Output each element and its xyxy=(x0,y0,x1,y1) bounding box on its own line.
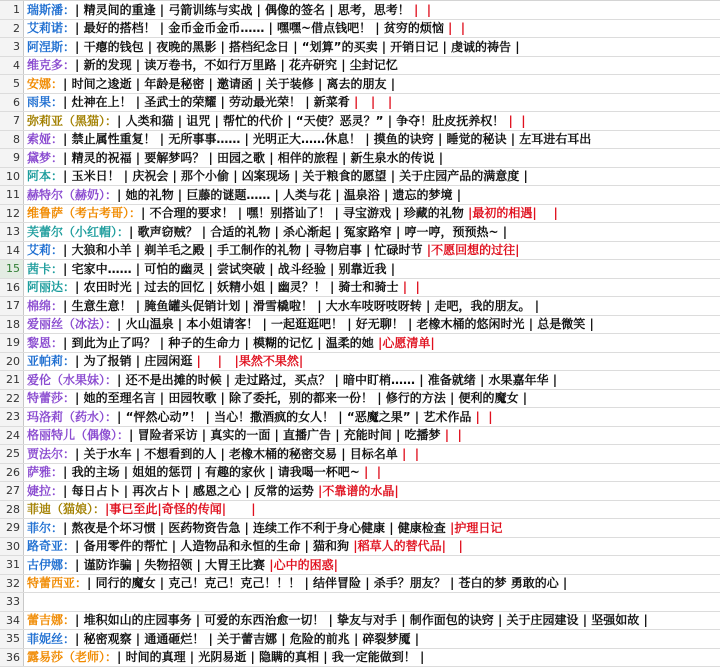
character-name: 安娜： xyxy=(27,76,64,91)
cell-a[interactable] xyxy=(24,630,720,648)
cell-a[interactable] xyxy=(24,482,720,500)
row-number[interactable]: 36 xyxy=(0,649,24,667)
story-list: | | xyxy=(402,280,420,295)
cell-a[interactable] xyxy=(24,75,720,93)
character-name: 黎恩： xyxy=(27,335,64,350)
character-name: 特蕾西亚： xyxy=(27,576,88,591)
row-number[interactable]: 33 xyxy=(0,593,24,611)
sheet-row xyxy=(0,75,720,94)
row-number[interactable]: 8 xyxy=(0,131,24,149)
row-number[interactable]: 31 xyxy=(0,556,24,574)
row-number[interactable]: 24 xyxy=(0,427,24,445)
story-list: | 人类和猫 | 诅咒 | 帮忙的代价 | “天使？恶灵？” | 争夺！肚皮抚养权！ xyxy=(117,113,509,128)
cell-a[interactable] xyxy=(24,168,720,186)
character-name: 露易莎（老师）： xyxy=(27,650,118,665)
character-name: 索娅： xyxy=(27,132,64,147)
row-number[interactable]: 1 xyxy=(0,1,24,19)
story-list: | | xyxy=(475,409,493,424)
story-list: | 她的礼物 | 巨藤的谜题…… | 人类与花 | 温泉浴 | 遗忘的梦境 | xyxy=(117,187,462,202)
cell-a[interactable] xyxy=(24,612,720,630)
sheet-row xyxy=(0,538,720,557)
row-number[interactable]: 6 xyxy=(0,94,24,112)
cell-a[interactable] xyxy=(24,242,720,260)
character-name: 亚帕莉： xyxy=(27,354,76,369)
sheet-row xyxy=(0,390,720,409)
row-number[interactable]: 19 xyxy=(0,334,24,352)
sheet-row xyxy=(0,316,720,335)
cell-a[interactable] xyxy=(24,57,720,75)
story-list: | 禁止属性重复！ | 无所事事…… | 光明正大……休息！ | 摸鱼的诀窍 | 睡觉的秘诀 | 左耳进右耳出 xyxy=(63,132,592,147)
character-name: 艾莉诺： xyxy=(27,21,76,36)
character-name: 维克多： xyxy=(27,58,76,73)
cell-a[interactable] xyxy=(24,427,720,445)
character-name: 艾莉： xyxy=(27,243,64,258)
row-number[interactable]: 17 xyxy=(0,297,24,315)
character-name: 雨果： xyxy=(27,95,64,110)
row-number[interactable]: 5 xyxy=(0,75,24,93)
row-number[interactable]: 7 xyxy=(0,112,24,130)
cell-a[interactable] xyxy=(24,112,720,130)
cell-a[interactable] xyxy=(24,538,720,556)
story-list: | 新的发现 | 读万卷书，不如行万里路 | 花卉研究 | 尘封记忆 xyxy=(75,58,398,73)
sheet-row xyxy=(0,630,720,649)
story-list: | 谨防诈骗 | 失物招领 | 大胃王比赛 xyxy=(75,557,270,572)
story-list: | 干瘪的钱包 | 夜晚的黑影 | 搭档纪念日 | “划算”的买卖 | 开销日记 | 虔诚的祷告 | xyxy=(75,39,520,54)
sheet-row xyxy=(0,94,720,113)
row-number[interactable]: 34 xyxy=(0,612,24,630)
character-name: 菲迪（猫娘）： xyxy=(27,502,106,517)
row-number[interactable]: 10 xyxy=(0,168,24,186)
row-number[interactable]: 15 xyxy=(0,260,24,278)
sheet-row xyxy=(0,334,720,353)
cell-a[interactable] xyxy=(24,223,720,241)
character-name: 棉绵： xyxy=(27,298,64,313)
story-list: | 熬夜是个坏习惯 | 医药物资告急 | 连续工作不利于身心健康 | 健康检查 xyxy=(63,520,450,535)
row-number[interactable]: 26 xyxy=(0,464,24,482)
row-number[interactable]: 9 xyxy=(0,149,24,167)
sheet-row xyxy=(0,612,720,631)
sheet-row xyxy=(0,260,720,279)
story-list: |护理日记 xyxy=(449,520,503,535)
story-list: | 同行的魔女 | 克己！克己！克己！！！ | 结伴冒险 | 杀手？朋友？ | 苍白的梦 勇敢的心 | xyxy=(87,576,568,591)
story-list: | 玉米日！ | 庆祝会 | 那个小偷 | 凶案现场 | 关于粮食的愿望 | 关于庄园产品的满意度 | xyxy=(63,169,528,184)
character-name: 芙蕾尔（小红帽）： xyxy=(27,224,130,239)
character-name: 格丽特儿（偶像）： xyxy=(27,428,130,443)
story-list: |事已至此|奇怪的传闻| | xyxy=(105,502,256,517)
sheet-row xyxy=(0,20,720,39)
cell-a[interactable] xyxy=(24,131,720,149)
story-list: | | |果然不果然| xyxy=(196,354,304,369)
cell-a[interactable] xyxy=(24,260,720,278)
character-name: 瑞斯潘： xyxy=(27,2,76,17)
row-number[interactable]: 22 xyxy=(0,390,24,408)
character-name: 维鲁萨（考古考哥）： xyxy=(27,206,142,221)
cell-a[interactable] xyxy=(24,186,720,204)
sheet-row xyxy=(0,427,720,446)
cell-a[interactable] xyxy=(24,501,720,519)
story-list: | | xyxy=(444,428,462,443)
story-list: | | | xyxy=(353,95,393,110)
story-list: | | xyxy=(413,2,432,17)
sheet-row xyxy=(0,168,720,187)
row-number[interactable]: 14 xyxy=(0,242,24,260)
row-number[interactable]: 21 xyxy=(0,371,24,389)
character-name: 黛梦： xyxy=(27,150,64,165)
story-list: |心愿清单| xyxy=(377,335,435,350)
cell-a[interactable] xyxy=(24,408,720,426)
story-list: | 灶神在上！ | 圣武士的荣耀 | 劳动最光荣！ | 新菜肴 xyxy=(63,95,354,110)
sheet-row xyxy=(0,131,720,150)
cell-a[interactable] xyxy=(24,316,720,334)
sheet-row xyxy=(0,445,720,464)
sheet-row xyxy=(0,482,720,501)
character-name: 菲尔： xyxy=(27,520,64,535)
row-number[interactable]: 23 xyxy=(0,408,24,426)
character-name: 蕾吉娜： xyxy=(27,613,76,628)
cell-a[interactable] xyxy=(24,390,720,408)
sheet-row xyxy=(0,242,720,261)
character-name: 古伊娜： xyxy=(27,557,76,572)
story-list: | 农田时光 | 过去的回忆 | 妖精小姐 | 幽灵？！ | 骑士和骑士 xyxy=(75,280,403,295)
row-number[interactable]: 12 xyxy=(0,205,24,223)
row-number[interactable]: 3 xyxy=(0,38,24,56)
sheet-row xyxy=(0,57,720,76)
story-list: | 我的主场 | 姐姐的惩罚 | 有趣的家伙 | 请我喝一杯吧~ xyxy=(63,465,365,480)
row-number[interactable]: 4 xyxy=(0,57,24,75)
sheet-row xyxy=(0,149,720,168)
story-list: |不愿回想的过往| xyxy=(426,243,520,258)
cell-a[interactable] xyxy=(24,519,720,537)
story-list: | | xyxy=(448,21,466,36)
row-number[interactable]: 27 xyxy=(0,482,24,500)
character-name: 玛洛莉（药水）： xyxy=(27,409,118,424)
character-name: 路奇亚： xyxy=(27,539,76,554)
story-list: | 关于水车 | 不想看到的人 | 老橡木桶的秘密交易 | 目标名单 xyxy=(75,446,402,461)
sheet-row xyxy=(0,1,720,20)
sheet-row xyxy=(0,501,720,520)
story-list: | 时间的真理 | 光阴易逝 | 隐瞒的真相 | 我一定能做到！ | xyxy=(117,650,425,665)
story-list: | 大狼和小羊 | 剃羊毛之殿 | 手工制作的礼物 | 寻物启事 | 忙碌时节 xyxy=(63,243,427,258)
cell-a[interactable] xyxy=(24,575,720,593)
cell-a[interactable] xyxy=(24,297,720,315)
story-list: | 到此为止了吗？ | 种子的生命力 | 模糊的记忆 | 温柔的她 xyxy=(63,335,378,350)
story-list: | 每日占卜 | 再次占卜 | 感恩之心 | 反常的运势 xyxy=(63,483,318,498)
story-list: | 生意生意！ | 腌鱼罐头促销计划 | 滑雪橇啦！ | 大水车吱呀吱呀转 | 走吧，我的朋友。 | xyxy=(63,298,540,313)
story-list: | 还不是出摊的时候 | 走过路过，买点？ | 暗中盯梢…… | 准备就绪 | 水果嘉年华 | xyxy=(117,372,558,387)
row-number[interactable]: 13 xyxy=(0,223,24,241)
story-list: | 备用零件的帮忙 | 人造物品和永恒的生命 | 猫和狗 xyxy=(75,539,354,554)
character-name: 爱丽丝（冰法）： xyxy=(27,317,118,332)
cell-a[interactable] xyxy=(24,445,720,463)
story-list: | 冒险者采访 | 真实的一面 | 直播广告 | 充能时间 | 吃播梦 xyxy=(129,428,445,443)
sheet-row xyxy=(0,556,720,575)
sheet-row xyxy=(0,112,720,131)
story-list: |不靠谱的水晶| xyxy=(317,483,399,498)
cell-a[interactable] xyxy=(24,38,720,56)
character-name: 婕拉： xyxy=(27,483,64,498)
row-number[interactable]: 18 xyxy=(0,316,24,334)
sheet-row xyxy=(0,223,720,242)
row-number[interactable]: 11 xyxy=(0,186,24,204)
character-name: 弥莉亚（黑猫）： xyxy=(27,113,118,128)
character-name: 特蕾莎： xyxy=(27,391,76,406)
row-number[interactable]: 16 xyxy=(0,279,24,297)
story-list: | 歌声窃贼？ | 合适的礼物 | 杀心渐起 | 冤家路窄 | 哼一哼，预预热~ | xyxy=(129,224,508,239)
sheet-row xyxy=(0,408,720,427)
character-name: 阿丽达： xyxy=(27,280,76,295)
story-list: | 最好的搭档！ | 金币金币金币…… | 嘿嘿~借点钱吧！ | 贫穷的烦恼 xyxy=(75,21,449,36)
row-number[interactable]: 30 xyxy=(0,538,24,556)
story-list: | 精灵的祝福 | 要解梦吗？ | 田园之歌 | 相伴的旅程 | 新生泉水的传说 | xyxy=(63,150,444,165)
cell-a[interactable] xyxy=(24,149,720,167)
character-name: 赫特尔（赫奶）： xyxy=(27,187,118,202)
row-number[interactable]: 2 xyxy=(0,20,24,38)
story-list: | 为了报销 | 庄园闲逛 xyxy=(75,354,197,369)
story-list: | 火山温泉 | 本小姐请客！ | 一起逛逛吧！ | 好无聊！ | 老橡木桶的悠闲时光 | 总是微笑 | xyxy=(117,317,594,332)
sheet-row xyxy=(0,297,720,316)
story-list: | 堆积如山的庄园事务 | 可爱的东西治愈一切！ | 挚友与对手 | 制作面包的诀窍 | 关于庄园建设 | 坚强如故 | xyxy=(75,613,648,628)
story-list: |最初的相遇| | xyxy=(467,206,558,221)
row-number[interactable]: 25 xyxy=(0,445,24,463)
character-name: 菲妮丝： xyxy=(27,631,76,646)
row-number[interactable]: 28 xyxy=(0,501,24,519)
cell-a[interactable] xyxy=(24,353,720,371)
sheet-row xyxy=(0,464,720,483)
cell-a[interactable] xyxy=(24,1,720,19)
story-list: | | xyxy=(508,113,526,128)
sheet-row xyxy=(0,353,720,372)
sheet-row xyxy=(0,649,720,668)
row-number[interactable]: 20 xyxy=(0,353,24,371)
sheet-row xyxy=(0,279,720,298)
story-list: | “怦然心动”！ | 当心！撒酒疯的女人！ | “恶魔之果” | 艺术作品 xyxy=(117,409,476,424)
cell-a[interactable] xyxy=(24,371,720,389)
story-list: | 秘密观察 | 通通砸烂！ | 关于蕾吉娜 | 危险的前兆 | 碎裂梦魇 | xyxy=(75,631,420,646)
cell-a[interactable] xyxy=(24,334,720,352)
story-list: | | xyxy=(401,446,420,461)
story-list: | 她的至理名言 | 田园牧歌 | 除了委托，别的都来一份！ | 修行的方法 | 便利的魔女 | xyxy=(75,391,528,406)
sheet-row xyxy=(0,519,720,538)
story-list: | 不合理的要求！ | 嘿！别搭讪了！ | 寻宝游戏 | 珍藏的礼物 xyxy=(141,206,468,221)
story-list: | 精灵间的重逢 | 弓箭训练与实战 | 偶像的签名 | 思考，思考！ xyxy=(75,2,414,17)
character-name: 茜卡： xyxy=(27,261,64,276)
cell-a[interactable] xyxy=(24,20,720,38)
sheet-row xyxy=(0,186,720,205)
character-name: 萨雅： xyxy=(27,465,64,480)
character-name: 贾法尔： xyxy=(27,446,76,461)
sheet-row xyxy=(0,593,720,612)
row-number[interactable]: 32 xyxy=(0,575,24,593)
sheet-row xyxy=(0,575,720,594)
cell-a[interactable] xyxy=(24,649,720,667)
character-name: 阿涅斯： xyxy=(27,39,76,54)
sheet-row xyxy=(0,371,720,390)
cell-a[interactable] xyxy=(24,205,720,223)
story-list: |稻草人的替代品| | xyxy=(353,539,463,554)
row-number[interactable]: 29 xyxy=(0,519,24,537)
cell-a[interactable] xyxy=(24,94,720,112)
cell-a[interactable] xyxy=(24,464,720,482)
sheet-row xyxy=(0,38,720,57)
character-name: 阿本： xyxy=(27,169,64,184)
character-name: 爱伦（水果妹）： xyxy=(27,372,118,387)
sheet-row xyxy=(0,205,720,224)
row-number[interactable]: 35 xyxy=(0,630,24,648)
story-list: |心中的困惑| xyxy=(269,557,339,572)
cell-a[interactable] xyxy=(24,556,720,574)
story-list: | | xyxy=(364,465,382,480)
story-list: | 宅家中…… | 可怕的幽灵 | 尝试突破 | 战斗经验 | 别靠近我 | xyxy=(63,261,396,276)
cell-a[interactable] xyxy=(24,279,720,297)
story-list: | 时间之逡逝 | 年龄是秘密 | 邀请函 | 关于装修 | 离去的朋友 | xyxy=(63,76,396,91)
